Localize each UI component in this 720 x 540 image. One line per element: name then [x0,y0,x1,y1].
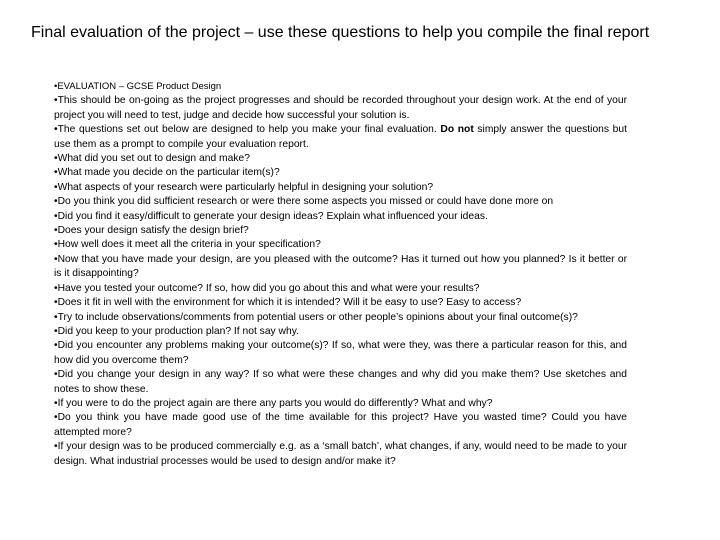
slide-title: Final evaluation of the project – use these questions to help you compile the final report [31,24,650,41]
evaluation-text-body [54,80,627,469]
intro-2-start: •The questions set out below are designed to help you make your final evaluation. [54,124,441,136]
question-item: •Did you keep to your production plan? If not say why. [54,325,299,337]
question-item: •Does your design satisfy the design brief? [54,225,249,237]
question-item: •Did you change your design in any way? If so what were these changes and why did you make them? Use sketches and notes to show these. [54,369,627,395]
question-item: •If you were to do the project again are there any parts you would do differently? What and why? [54,397,493,409]
question-item: •What did you set out to design and make? [54,153,250,165]
section-heading: •EVALUATION – GCSE Product Design [54,81,222,92]
question-item: •Did you find it easy/difficult to generate your design ideas? Explain what influenced your ideas. [54,210,488,222]
question-item: •Does it fit in well with the environment for which it is intended? Will it be easy to use? Easy to access? [54,297,522,309]
question-item: •Try to include observations/comments from potential users or other people’s opinions about your final outcome(s)? [54,311,578,323]
intro-paragraph-2 [54,123,627,152]
intro-paragraph-1: •This should be on-going as the project progresses and should be recorded throughout your design work. At the end of your project you will need to test, judge and decide how successful your solution is. [54,95,627,121]
question-item: •Do you think you did sufficient research or were there some aspects you missed or could have done more on [54,196,554,208]
question-item: •Now that you have made your design, are you pleased with the outcome? Has it turned out how you planned? Is it better or is it disappointing? [54,253,627,280]
question-item: •Did you encounter any problems making your outcome(s)? If so, what were they, was there a particular reason for this, and how did you overcome them? [54,340,627,366]
question-item: •What made you decide on the particular item(s)? [54,167,280,179]
question-item: •Have you tested your outcome? If so, how did you go about this and what were your results? [54,282,480,294]
question-item: •How well does it meet all the criteria in your specification? [54,239,321,251]
intro-2-end: simply answer the questions but use them as a prompt to compile your evaluation report. [54,124,627,150]
question-item: •If your design was to be produced commercially e.g. as a ‘small batch’, what changes, if any, would need to be made to your design. What industrial processes would be used to design and/or make it? [54,441,627,467]
question-item: •Do you think you have made good use of the time available for this project? Have you wasted time? Could you have attempted more? [54,412,627,438]
question-item: •What aspects of your research were particularly helpful in designing your solution? [54,181,434,193]
do-not-emphasis: Do not [440,124,474,136]
